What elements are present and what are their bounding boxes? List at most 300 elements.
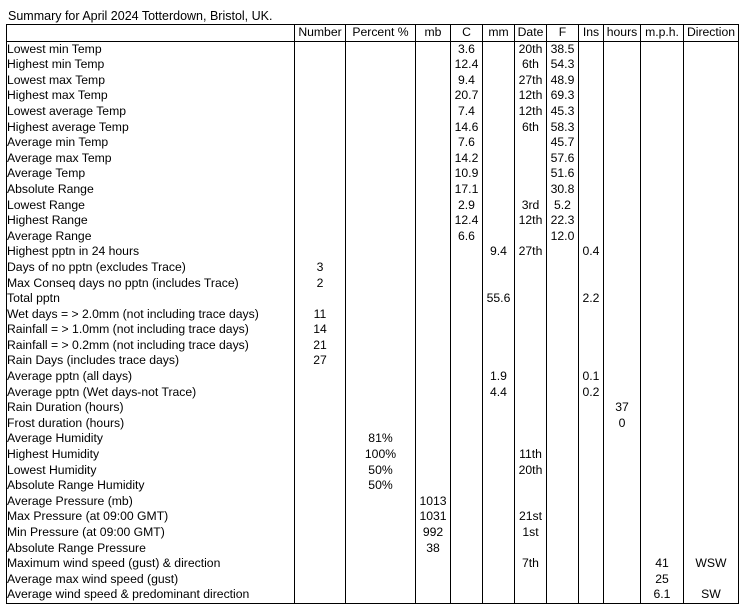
cell-direction: [684, 322, 739, 338]
cell-percent: [346, 88, 416, 104]
column-header-mph: m.p.h.: [641, 25, 684, 42]
row-label: Highest Humidity: [7, 447, 295, 463]
cell-mph: [641, 229, 684, 245]
cell-mph: 6.1: [641, 587, 684, 603]
cell-celsius: [451, 525, 483, 541]
cell-direction: [684, 307, 739, 323]
cell-percent: [346, 307, 416, 323]
cell-fahrenheit: [547, 400, 579, 416]
cell-number: [295, 104, 346, 120]
cell-mb: [416, 556, 451, 572]
cell-mm: [483, 57, 515, 73]
cell-date: [515, 416, 547, 432]
cell-mb: [416, 41, 451, 57]
cell-direction: [684, 120, 739, 136]
cell-fahrenheit: 51.6: [547, 166, 579, 182]
cell-direction: [684, 463, 739, 479]
cell-date: [515, 431, 547, 447]
cell-celsius: [451, 431, 483, 447]
cell-hours: [604, 338, 641, 354]
cell-mph: [641, 322, 684, 338]
table-row: [7, 182, 739, 198]
cell-ins: [579, 151, 604, 167]
cell-fahrenheit: [547, 260, 579, 276]
cell-mph: [641, 416, 684, 432]
column-header-mm: mm: [483, 25, 515, 42]
cell-date: [515, 260, 547, 276]
cell-celsius: [451, 572, 483, 588]
cell-direction: [684, 400, 739, 416]
cell-mph: [641, 338, 684, 354]
cell-celsius: [451, 463, 483, 479]
cell-date: [515, 229, 547, 245]
cell-number: 2: [295, 276, 346, 292]
cell-ins: [579, 525, 604, 541]
cell-mb: [416, 353, 451, 369]
cell-mb: [416, 135, 451, 151]
cell-hours: 0: [604, 416, 641, 432]
cell-mph: [641, 291, 684, 307]
table-row: [7, 478, 739, 494]
cell-mb: 1031: [416, 509, 451, 525]
cell-number: [295, 556, 346, 572]
cell-percent: [346, 135, 416, 151]
cell-fahrenheit: 45.3: [547, 104, 579, 120]
cell-hours: [604, 322, 641, 338]
cell-mm: [483, 166, 515, 182]
cell-percent: [346, 244, 416, 260]
cell-number: [295, 463, 346, 479]
cell-ins: [579, 104, 604, 120]
cell-date: [515, 291, 547, 307]
cell-number: [295, 57, 346, 73]
table-row: [7, 88, 739, 104]
cell-celsius: [451, 291, 483, 307]
cell-mb: [416, 416, 451, 432]
cell-mb: [416, 198, 451, 214]
cell-number: [295, 166, 346, 182]
table-row: [7, 104, 739, 120]
cell-ins: [579, 135, 604, 151]
cell-celsius: 10.9: [451, 166, 483, 182]
row-label: Highest max Temp: [7, 88, 295, 104]
cell-mb: [416, 307, 451, 323]
cell-fahrenheit: 30.8: [547, 182, 579, 198]
cell-ins: 0.4: [579, 244, 604, 260]
cell-date: [515, 478, 547, 494]
row-label: Highest average Temp: [7, 120, 295, 136]
cell-direction: [684, 57, 739, 73]
cell-direction: [684, 431, 739, 447]
cell-direction: [684, 291, 739, 307]
cell-mm: [483, 135, 515, 151]
cell-hours: [604, 525, 641, 541]
cell-mb: [416, 322, 451, 338]
cell-date: 20th: [515, 41, 547, 57]
cell-hours: [604, 556, 641, 572]
cell-percent: [346, 509, 416, 525]
row-label: Absolute Range: [7, 182, 295, 198]
column-header-ins: Ins: [579, 25, 604, 42]
cell-hours: [604, 276, 641, 292]
cell-fahrenheit: 38.5: [547, 41, 579, 57]
cell-celsius: [451, 260, 483, 276]
table-row: [7, 587, 739, 603]
cell-number: [295, 291, 346, 307]
cell-mph: [641, 447, 684, 463]
cell-date: 6th: [515, 120, 547, 136]
cell-hours: 37: [604, 400, 641, 416]
cell-ins: [579, 509, 604, 525]
cell-fahrenheit: [547, 276, 579, 292]
cell-hours: [604, 182, 641, 198]
row-label: Maximum wind speed (gust) & direction: [7, 556, 295, 572]
cell-mm: 9.4: [483, 244, 515, 260]
cell-mb: [416, 587, 451, 603]
row-label: Wet days = > 2.0mm (not including trace days): [7, 307, 295, 323]
cell-number: [295, 385, 346, 401]
row-label: Total pptn: [7, 291, 295, 307]
cell-hours: [604, 244, 641, 260]
row-label: Average min Temp: [7, 135, 295, 151]
cell-ins: [579, 478, 604, 494]
cell-mb: [416, 166, 451, 182]
cell-direction: [684, 260, 739, 276]
cell-percent: [346, 229, 416, 245]
cell-mph: [641, 431, 684, 447]
cell-mph: [641, 41, 684, 57]
cell-direction: [684, 213, 739, 229]
cell-number: [295, 416, 346, 432]
cell-date: [515, 182, 547, 198]
cell-hours: [604, 369, 641, 385]
cell-percent: 100%: [346, 447, 416, 463]
cell-number: [295, 182, 346, 198]
cell-fahrenheit: 45.7: [547, 135, 579, 151]
cell-mm: [483, 556, 515, 572]
cell-mm: [483, 276, 515, 292]
cell-celsius: 3.6: [451, 41, 483, 57]
column-header-date: Date: [515, 25, 547, 42]
cell-ins: [579, 338, 604, 354]
row-label: Highest min Temp: [7, 57, 295, 73]
table-body: [7, 41, 739, 603]
cell-fahrenheit: [547, 431, 579, 447]
table-row: [7, 541, 739, 557]
table-row: [7, 416, 739, 432]
cell-mb: [416, 431, 451, 447]
table-row: [7, 307, 739, 323]
cell-ins: [579, 447, 604, 463]
cell-mph: [641, 494, 684, 510]
cell-number: [295, 572, 346, 588]
cell-number: [295, 478, 346, 494]
cell-hours: [604, 541, 641, 557]
cell-mm: [483, 151, 515, 167]
cell-celsius: 14.6: [451, 120, 483, 136]
cell-hours: [604, 41, 641, 57]
cell-percent: [346, 291, 416, 307]
cell-mph: [641, 260, 684, 276]
cell-fahrenheit: [547, 244, 579, 260]
cell-mb: [416, 276, 451, 292]
cell-date: [515, 369, 547, 385]
cell-celsius: 6.6: [451, 229, 483, 245]
cell-hours: [604, 291, 641, 307]
cell-mph: 41: [641, 556, 684, 572]
row-label: Rain Days (includes trace days): [7, 353, 295, 369]
column-header-label: [7, 25, 295, 42]
cell-mph: [641, 463, 684, 479]
cell-ins: [579, 587, 604, 603]
header-row: [7, 25, 739, 42]
cell-celsius: [451, 587, 483, 603]
cell-direction: [684, 276, 739, 292]
table-row: [7, 353, 739, 369]
cell-mph: [641, 57, 684, 73]
cell-mph: [641, 369, 684, 385]
cell-mb: 992: [416, 525, 451, 541]
cell-hours: [604, 120, 641, 136]
cell-mph: [641, 400, 684, 416]
cell-number: [295, 151, 346, 167]
cell-mm: [483, 338, 515, 354]
cell-mm: 4.4: [483, 385, 515, 401]
cell-fahrenheit: [547, 322, 579, 338]
cell-celsius: 20.7: [451, 88, 483, 104]
cell-direction: [684, 385, 739, 401]
cell-mm: [483, 572, 515, 588]
row-label: Absolute Range Pressure: [7, 541, 295, 557]
cell-mm: [483, 322, 515, 338]
cell-number: [295, 229, 346, 245]
cell-hours: [604, 213, 641, 229]
cell-fahrenheit: [547, 525, 579, 541]
cell-mm: [483, 41, 515, 57]
cell-ins: [579, 463, 604, 479]
cell-celsius: [451, 556, 483, 572]
cell-date: 20th: [515, 463, 547, 479]
cell-fahrenheit: [547, 556, 579, 572]
table-row: [7, 572, 739, 588]
cell-ins: [579, 182, 604, 198]
cell-fahrenheit: [547, 587, 579, 603]
cell-celsius: 9.4: [451, 73, 483, 89]
cell-direction: [684, 151, 739, 167]
row-label: Average Humidity: [7, 431, 295, 447]
cell-fahrenheit: 57.6: [547, 151, 579, 167]
cell-mm: [483, 431, 515, 447]
cell-date: 1st: [515, 525, 547, 541]
cell-direction: [684, 41, 739, 57]
cell-fahrenheit: 12.0: [547, 229, 579, 245]
cell-ins: [579, 120, 604, 136]
cell-percent: [346, 556, 416, 572]
table-row: [7, 57, 739, 73]
row-label: Frost duration (hours): [7, 416, 295, 432]
cell-percent: [346, 494, 416, 510]
cell-fahrenheit: [547, 369, 579, 385]
cell-fahrenheit: 22.3: [547, 213, 579, 229]
cell-mb: [416, 104, 451, 120]
cell-mph: [641, 478, 684, 494]
cell-mph: 25: [641, 572, 684, 588]
cell-celsius: [451, 353, 483, 369]
cell-celsius: 14.2: [451, 151, 483, 167]
cell-mm: 55.6: [483, 291, 515, 307]
cell-ins: [579, 353, 604, 369]
cell-fahrenheit: [547, 307, 579, 323]
cell-hours: [604, 463, 641, 479]
cell-fahrenheit: 69.3: [547, 88, 579, 104]
cell-number: 14: [295, 322, 346, 338]
cell-fahrenheit: [547, 447, 579, 463]
cell-mm: [483, 525, 515, 541]
row-label: Average max wind speed (gust): [7, 572, 295, 588]
cell-percent: [346, 276, 416, 292]
cell-mm: [483, 587, 515, 603]
cell-date: 3rd: [515, 198, 547, 214]
cell-mm: [483, 120, 515, 136]
table-row: [7, 385, 739, 401]
cell-direction: SW: [684, 587, 739, 603]
table-row: [7, 322, 739, 338]
cell-number: 11: [295, 307, 346, 323]
cell-fahrenheit: 48.9: [547, 73, 579, 89]
cell-celsius: [451, 307, 483, 323]
cell-percent: [346, 572, 416, 588]
cell-mb: [416, 88, 451, 104]
cell-mb: [416, 385, 451, 401]
row-label: Max Conseq days no pptn (includes Trace): [7, 276, 295, 292]
table-row: [7, 463, 739, 479]
cell-hours: [604, 88, 641, 104]
cell-fahrenheit: [547, 572, 579, 588]
cell-number: [295, 41, 346, 57]
cell-date: 11th: [515, 447, 547, 463]
column-header-direction: Direction: [684, 25, 739, 42]
cell-percent: 50%: [346, 478, 416, 494]
table-row: [7, 447, 739, 463]
cell-direction: [684, 229, 739, 245]
row-label: Highest pptn in 24 hours: [7, 244, 295, 260]
row-label: Lowest Range: [7, 198, 295, 214]
cell-mm: [483, 509, 515, 525]
cell-fahrenheit: 5.2: [547, 198, 579, 214]
cell-date: [515, 541, 547, 557]
cell-percent: [346, 400, 416, 416]
cell-ins: [579, 57, 604, 73]
cell-date: 12th: [515, 88, 547, 104]
cell-mm: [483, 353, 515, 369]
cell-celsius: [451, 385, 483, 401]
cell-direction: [684, 104, 739, 120]
cell-number: [295, 73, 346, 89]
cell-percent: [346, 57, 416, 73]
row-label: Average pptn (Wet days-not Trace): [7, 385, 295, 401]
cell-percent: [346, 525, 416, 541]
cell-celsius: 12.4: [451, 57, 483, 73]
cell-hours: [604, 353, 641, 369]
cell-mph: [641, 385, 684, 401]
cell-percent: [346, 213, 416, 229]
table-row: [7, 276, 739, 292]
column-header-celsius: C: [451, 25, 483, 42]
cell-percent: [346, 260, 416, 276]
row-label: Rain Duration (hours): [7, 400, 295, 416]
table-row: [7, 229, 739, 245]
cell-mb: [416, 120, 451, 136]
cell-date: 27th: [515, 73, 547, 89]
cell-direction: [684, 198, 739, 214]
cell-fahrenheit: [547, 478, 579, 494]
cell-direction: [684, 135, 739, 151]
cell-mb: 38: [416, 541, 451, 557]
cell-ins: [579, 88, 604, 104]
cell-percent: [346, 198, 416, 214]
table-row: [7, 120, 739, 136]
cell-ins: [579, 572, 604, 588]
cell-mb: [416, 291, 451, 307]
cell-ins: 2.2: [579, 291, 604, 307]
cell-percent: 81%: [346, 431, 416, 447]
cell-date: [515, 385, 547, 401]
cell-number: [295, 88, 346, 104]
cell-celsius: 17.1: [451, 182, 483, 198]
cell-percent: 50%: [346, 463, 416, 479]
cell-mb: [416, 400, 451, 416]
cell-number: [295, 541, 346, 557]
cell-date: [515, 572, 547, 588]
cell-direction: [684, 369, 739, 385]
cell-mph: [641, 166, 684, 182]
cell-mb: [416, 478, 451, 494]
cell-hours: [604, 447, 641, 463]
cell-mph: [641, 509, 684, 525]
cell-mb: [416, 213, 451, 229]
row-label: Lowest Humidity: [7, 463, 295, 479]
row-label: Average max Temp: [7, 151, 295, 167]
cell-mm: [483, 182, 515, 198]
cell-date: [515, 494, 547, 510]
cell-mm: [483, 307, 515, 323]
table-row: [7, 135, 739, 151]
cell-hours: [604, 572, 641, 588]
cell-celsius: [451, 447, 483, 463]
table-row: [7, 291, 739, 307]
cell-direction: [684, 478, 739, 494]
cell-percent: [346, 353, 416, 369]
cell-fahrenheit: 58.3: [547, 120, 579, 136]
cell-direction: [684, 494, 739, 510]
cell-mb: [416, 463, 451, 479]
cell-percent: [346, 416, 416, 432]
cell-date: 27th: [515, 244, 547, 260]
cell-direction: WSW: [684, 556, 739, 572]
cell-direction: [684, 338, 739, 354]
row-label: Rainfall = > 1.0mm (not including trace days): [7, 322, 295, 338]
cell-date: [515, 166, 547, 182]
cell-ins: [579, 416, 604, 432]
table-row: [7, 525, 739, 541]
cell-mph: [641, 213, 684, 229]
column-header-hours: hours: [604, 25, 641, 42]
cell-mb: [416, 229, 451, 245]
cell-ins: [579, 556, 604, 572]
cell-fahrenheit: [547, 353, 579, 369]
cell-direction: [684, 541, 739, 557]
cell-date: 21st: [515, 509, 547, 525]
